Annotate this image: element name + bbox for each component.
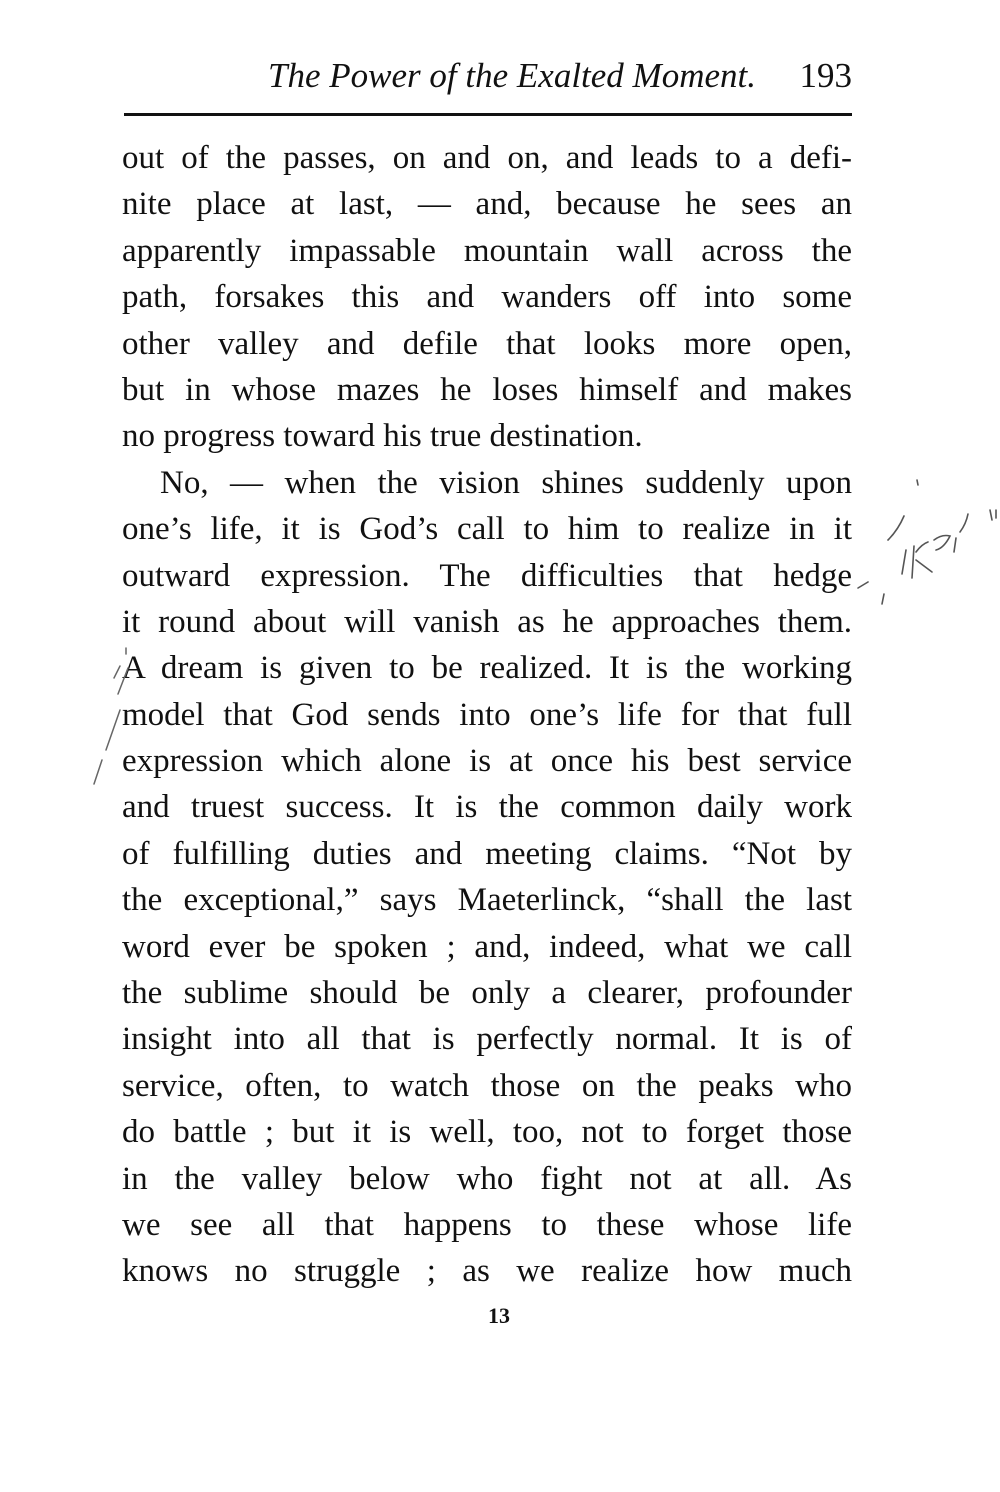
text-line: other valley and defile that looks more open, — [122, 325, 852, 362]
text-line: nite place at last, — and, because he sees an — [122, 186, 852, 223]
pencil-marks-icon — [80, 600, 160, 790]
header-rule — [124, 113, 852, 116]
text-line: expression which alone is at once his best service — [122, 743, 852, 780]
text-line: the exceptional,” says Maeterlinck, “shall the last — [122, 882, 852, 919]
paragraph-end-line: no progress toward his true destination. — [122, 418, 643, 455]
text-line: the sublime should be only a clearer, profounder — [122, 975, 852, 1012]
running-title: The Power of the Exalted Moment. — [268, 56, 756, 95]
handwritten-pencil-note-icon — [850, 476, 1000, 616]
text-line: do battle ; but it is well, too, not to forget those — [122, 1114, 852, 1151]
text-line: out of the passes, on and on, and leads to a defi- — [122, 140, 852, 176]
body-text — [122, 135, 852, 1295]
text-line: insight into all that is perfectly normal. It is of — [122, 1021, 852, 1058]
text-line: outward expression. The difficulties that hedge — [122, 557, 852, 594]
signature-mark: 13 — [488, 1303, 510, 1328]
text-line: word ever be spoken ; and, indeed, what we call — [122, 928, 852, 965]
text-line: knows no struggle ; as we realize how much — [122, 1253, 852, 1290]
text-line: service, often, to watch those on the peaks who — [122, 1067, 852, 1104]
page-number: 193 — [799, 56, 852, 95]
text-line: and truest success. It is the common daily work — [122, 789, 852, 826]
text-line: model that God sends into one’s life for that full — [122, 696, 852, 733]
text-line: it round about will vanish as he approaches them. — [122, 603, 852, 640]
text-line: in the valley below who fight not at all. As — [122, 1160, 852, 1197]
text-line: we see all that happens to these whose life — [122, 1206, 852, 1243]
text-line: one’s life, it is God’s call to him to realize in it — [122, 511, 852, 548]
text-line: but in whose mazes he loses himself and makes — [122, 371, 852, 408]
paragraph-start-line: No, — when the vision shines suddenly upon — [160, 464, 852, 501]
text-line: A dream is given to be realized. It is the working — [122, 650, 852, 687]
running-header — [122, 52, 852, 100]
text-line: of fulfilling duties and meeting claims. “Not by — [122, 835, 852, 872]
text-line: apparently impassable mountain wall across the — [122, 232, 852, 269]
text-line: path, forsakes this and wanders off into some — [122, 279, 852, 316]
